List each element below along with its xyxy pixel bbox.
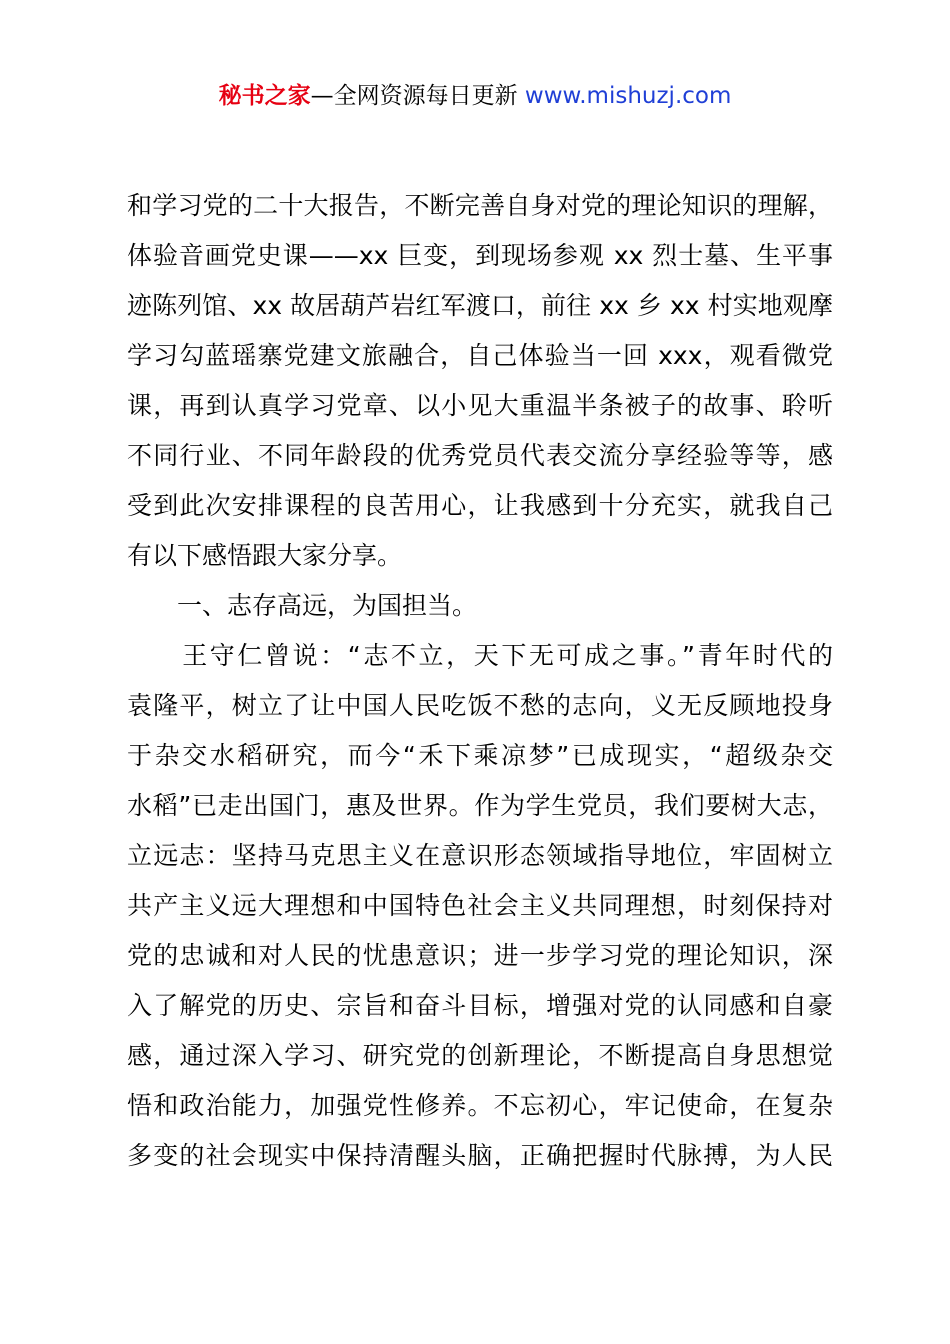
site-slogan: —全网资源每日更新 [310,83,525,109]
text-line: 受到此次安排课程的良苦用心，让我感到十分充实，就我自己 [127,491,833,520]
section-heading: 一、志存高远，为国担当。 [127,591,478,620]
text-line: 于杂交水稻研究，而今“禾下乘凉梦”已成现实，“超级杂交 [127,741,833,770]
text-line: 多变的社会现实中保持清醒头脑，正确把握时代脉搏，为人民 [127,1141,833,1170]
text-line: 党的忠诚和对人民的忧患意识；进一步学习党的理论知识，深 [127,941,833,970]
text-line: 王守仁曾说：“志不立，天下无可成之事。”青年时代的 [127,641,833,670]
text-line: 有以下感悟跟大家分享。 [127,541,403,570]
text-line: 不同行业、不同年龄段的优秀党员代表交流分享经验等等，感 [127,441,833,470]
text-line: 感，通过深入学习、研究党的创新理论，不断提高自身思想觉 [127,1041,833,1070]
text-line: 课，再到认真学习党章、以小见大重温半条被子的故事、聆听 [127,391,833,420]
text-line: 入了解党的历史、宗旨和奋斗目标，增强对党的认同感和自豪 [127,991,833,1020]
text-line: 袁隆平，树立了让中国人民吃饭不愁的志向，义无反顾地投身 [127,691,833,720]
text-line: 水稻”已走出国门，惠及世界。作为学生党员，我们要树大志， [127,791,833,820]
site-brand: 秘书之家 [218,83,311,109]
text-line: 迹陈列馆、xx 故居葫芦岩红军渡口，前往 xx 乡 xx 村实地观摩 [127,291,833,320]
text-line: 体验音画党史课——xx 巨变，到现场参观 xx 烈士墓、生平事 [127,241,833,270]
page-header [0,80,950,112]
document-body [127,181,833,1181]
text-line: 和学习党的二十大报告，不断完善自身对党的理论知识的理解， [127,191,833,220]
text-line: 学习勾蓝瑶寨党建文旅融合，自己体验当一回 xxx，观看微党 [127,341,833,370]
text-line: 悟和政治能力，加强党性修养。不忘初心，牢记使命，在复杂 [127,1091,833,1120]
site-url-link[interactable]: www.mishuzj.com [524,83,732,109]
text-line: 立远志：坚持马克思主义在意识形态领域指导地位，牢固树立 [127,841,833,870]
text-line: 共产主义远大理想和中国特色社会主义共同理想，时刻保持对 [127,891,833,920]
